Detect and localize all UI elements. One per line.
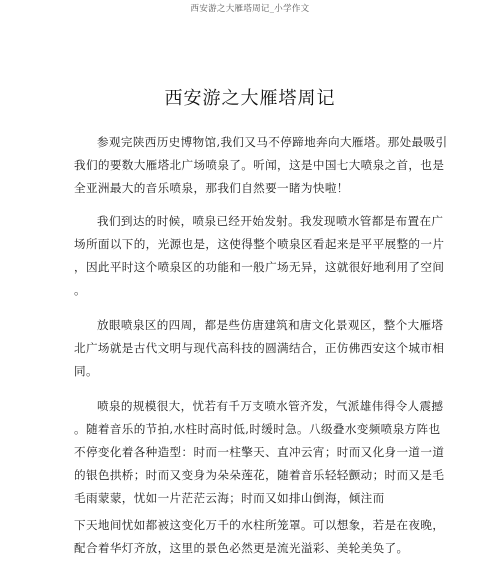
paragraph-line: 毛雨蒙蒙，忧如一片茫茫云海；时而又如排山倒海，倾注而: [74, 491, 385, 505]
paragraph-1: [74, 131, 448, 200]
paragraph-2: [74, 210, 445, 302]
paragraph-line: 同。: [74, 364, 98, 378]
paragraph-line: 我们到达的时候，喷泉已经开始发射。我发现喷水管都是布置在广: [97, 214, 444, 228]
paragraph-5: [74, 514, 445, 560]
paragraph-line: 喷泉的规模很大，忧若有千万支喷水管齐发，气派雄伟得令人震撼: [97, 399, 444, 413]
document-title: 西安游之大雁塔周记: [164, 88, 336, 109]
paragraph-line: 全亚洲最大的音乐喷泉，那我们自然要一睹为快啦！: [74, 181, 349, 195]
paragraph-3: [74, 314, 445, 383]
paragraph-line: 参观完陕西历史博物馆,我们又马不停蹄地奔向大雁塔。那处最吸引: [97, 135, 448, 149]
page-header: 西安游之大雁塔周记_小学作文: [190, 4, 310, 14]
paragraph-line: 的银色拱桥；时而又变身为朵朵莲花，随着音乐轻轻颤动；时而又是毛: [74, 468, 445, 482]
paragraph-line: 。随着音乐的节拍,水柱时高时低,时缓时急。八级叠水变频喷泉方阵也: [74, 422, 441, 436]
paragraph-line: ，因此平时这个喷泉区的功能和一般广场无异，这就很好地利用了空间: [74, 260, 445, 274]
paragraph-line: 配合着华灯齐放，这里的景色必然更是流光溢彩、美轮美奂了。: [74, 541, 409, 555]
paragraph-line: 放眼喷泉区的四周，都是些仿唐建筑和唐文化景观区，整个大雁塔: [97, 318, 444, 332]
paragraph-line: 。: [74, 283, 86, 297]
paragraph-line: 我们的要数大雁塔北广场喷泉了。听闻，这是中国七大喷泉之首，也是: [74, 158, 445, 172]
paragraph-line: 场所面以下的，光源也是，这使得整个喷泉区看起来是平平展整的一片: [74, 237, 445, 251]
paragraph-line: 不停变化着各种造型：时而一柱擎天、直冲云宵；时而又化身一道一道: [74, 445, 445, 459]
paragraph-4: [74, 395, 445, 510]
paragraph-line: 下天地间忧如都被这变化万千的水柱所笼罩。可以想象，若是在夜晚，: [74, 518, 445, 532]
paragraph-line: 北广场就是古代文明与现代高科技的圆满结合，正仿佛西安这个城市相: [74, 341, 445, 355]
